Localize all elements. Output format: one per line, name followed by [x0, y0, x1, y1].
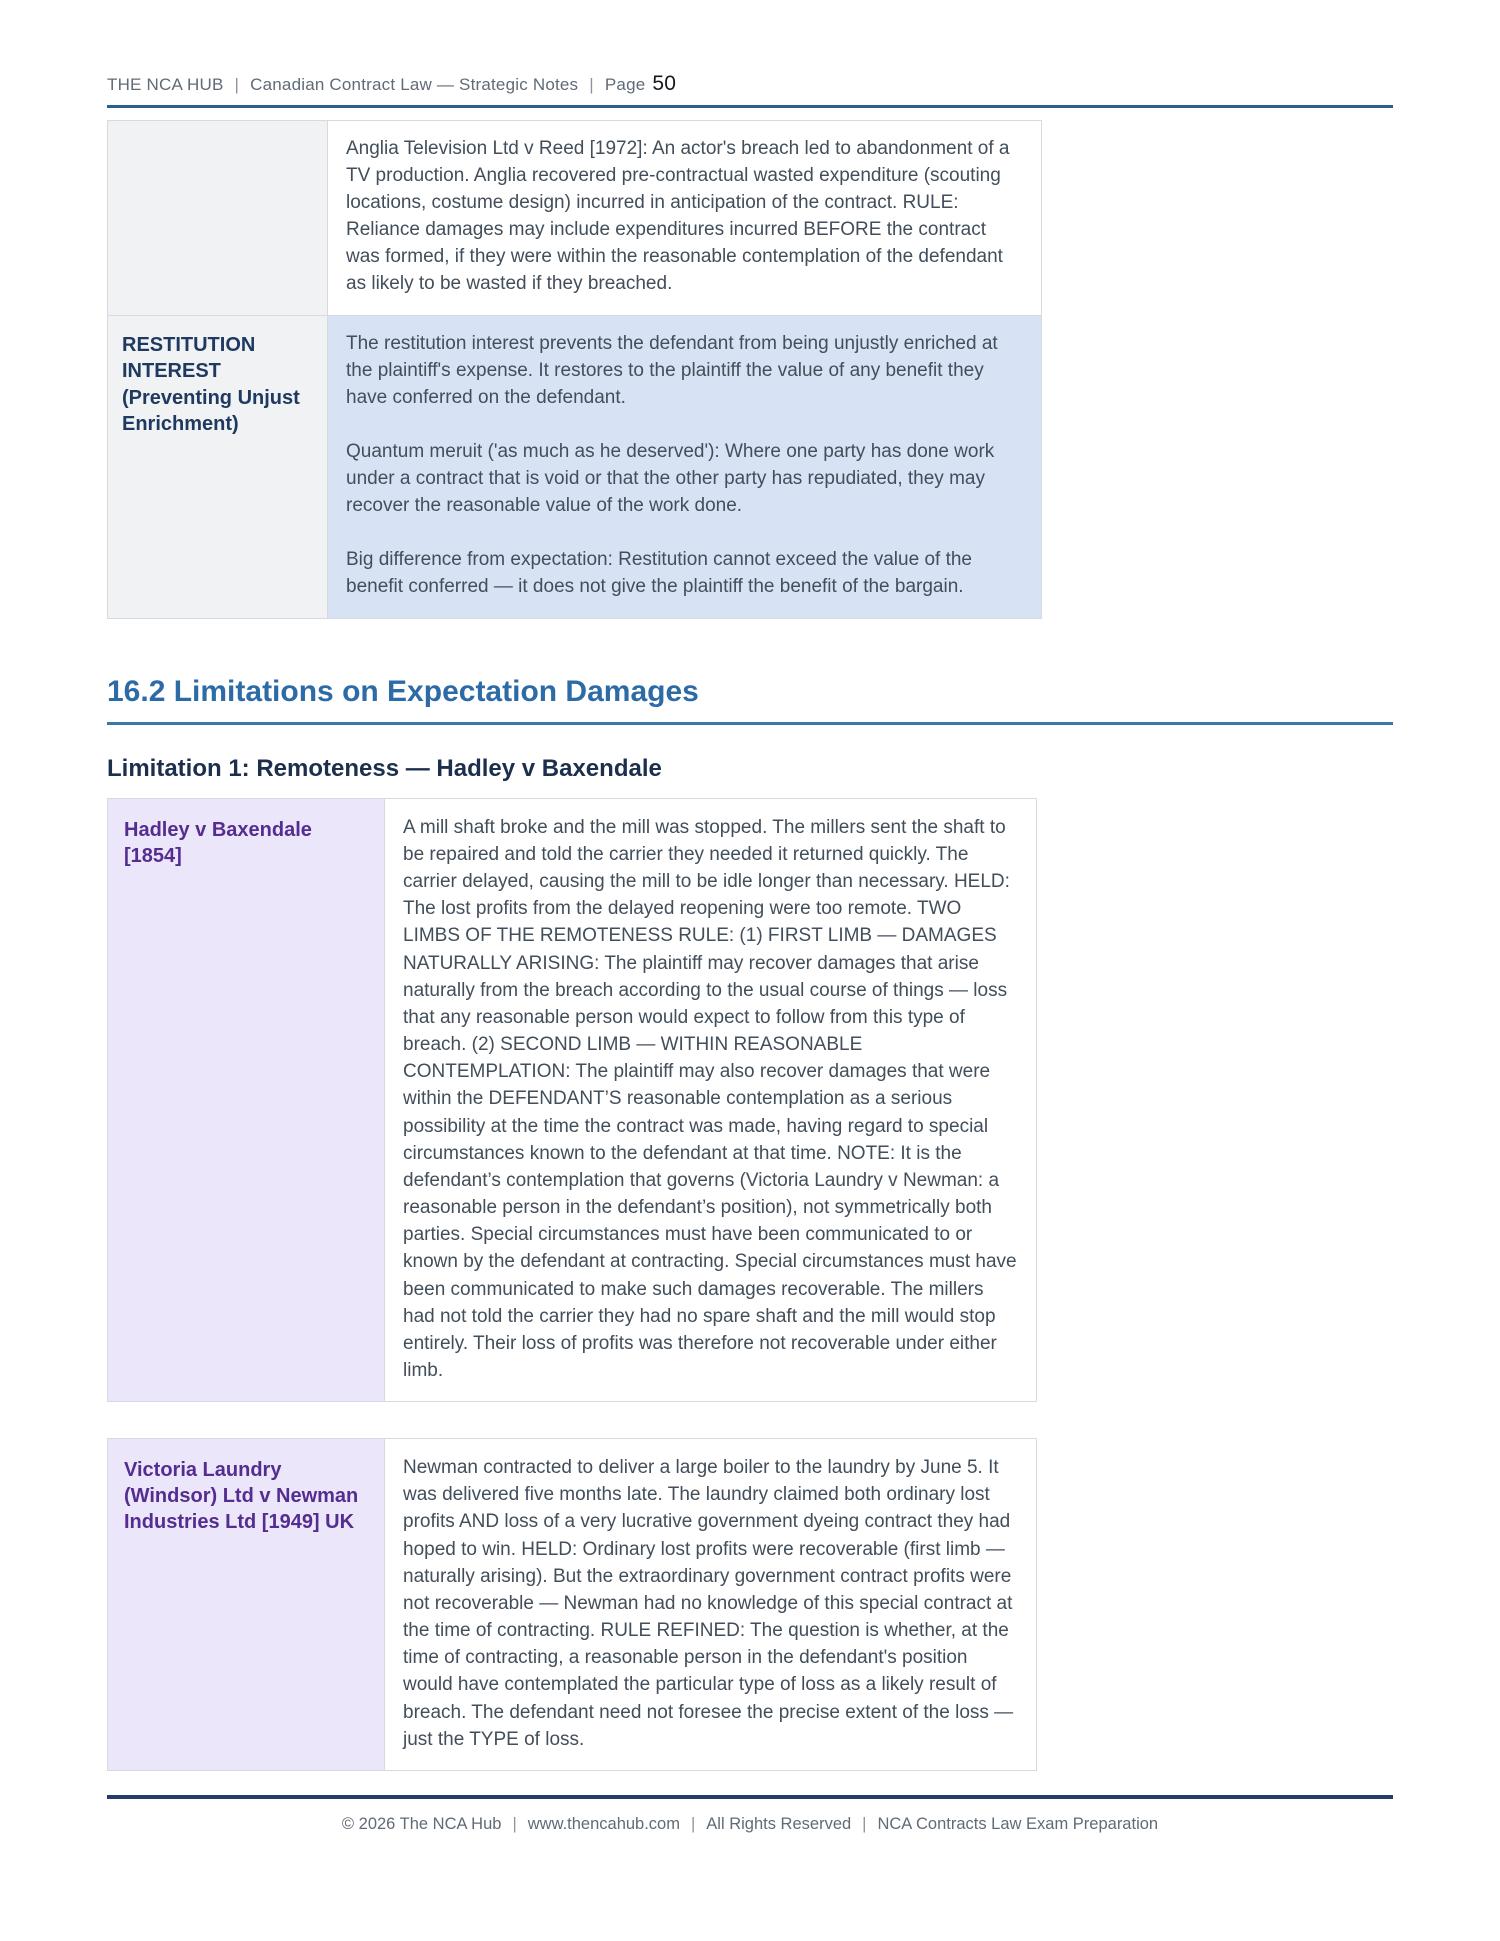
- case-body-cell: [385, 1439, 1037, 1771]
- paragraph-restitution-difference: Big difference from expectation: Restitution cannot exceed the value of the benefit conferred — it does not give the plaintiff the benefit of the bargain.: [346, 548, 972, 597]
- section-heading: 16.2 Limitations on Expectation Damages: [107, 674, 699, 708]
- table-row-victoria: [108, 1439, 1037, 1771]
- footer-course-name: NCA Contracts Law Exam Preparation: [877, 1814, 1159, 1833]
- paragraph-quantum-meruit: Quantum meruit ('as much as he deserved'): Where one party has done work under a contract that is void or that the other party has repudiated, they may recover the reasonable value of the work done.: [346, 440, 995, 516]
- case-name-hadley: Hadley v Baxendale [1854]: [124, 818, 312, 867]
- footer-rule: [107, 1795, 1393, 1799]
- section-heading-rule: [107, 722, 1393, 725]
- case-name-victoria: Victoria Laundry (Windsor) Ltd v Newman Industries Ltd [1949] UK: [124, 1459, 359, 1534]
- case-name-cell: [108, 1439, 385, 1771]
- header-page-label: Page: [604, 75, 646, 94]
- header-course-title: Canadian Contract Law — Strategic Notes: [250, 75, 579, 94]
- header-page-number: 50: [652, 72, 677, 95]
- case-summary-victoria: Newman contracted to deliver a large boiler to the laundry by June 5. It was delivered five months late. The laundry claimed both ordinary lost profits AND loss of a very lucrative government dyeing contract they had hoped to win. HELD: Ordinary lost profits were recoverable (first limb — naturally arising). But the extraordinary government contract profits were not recoverable — Newman had no knowledge of this special contract at the time of contracting. RULE REFINED: The question is whether, at the time of contracting, a reasonable person in the defendant's position would have contemplated the particular type of loss as a likely result of breach. The defendant need not foresee the precise extent of the loss — just the TYPE of loss.: [403, 1457, 1014, 1750]
- table-row-restitution-interest: [108, 315, 1042, 618]
- row-body-cell: [328, 121, 1042, 316]
- limitation-subheading: Limitation 1: Remoteness — Hadley v Baxendale: [107, 755, 662, 783]
- header-rule: [107, 105, 1393, 108]
- paragraph-anglia-case: Anglia Television Ltd v Reed [1972]: An actor's breach led to abandonment of a TV production. Anglia recovered pre-contractual wasted expenditure (scouting locations, costume design) incurred in anticipation of the contract. RULE: Reliance damages may include expenditures incurred BEFORE the contract was formed, if they were within the reasonable contemplation of the defendant as likely to be wasted if they breached.: [346, 138, 1010, 294]
- footer-rights: All Rights Reserved: [706, 1814, 852, 1833]
- footer-separator: |: [862, 1814, 867, 1833]
- case-name-cell: [108, 798, 385, 1401]
- footer-copyright: © 2026 The NCA Hub: [341, 1814, 502, 1833]
- header-brand: THE NCA HUB: [107, 75, 224, 94]
- row-label-cell: [108, 315, 328, 618]
- footer-separator: |: [690, 1814, 696, 1833]
- header-line: [107, 72, 1393, 96]
- paragraph-restitution-definition: The restitution interest prevents the defendant from being unjustly enriched at the plaintiff's expense. It restores to the plaintiff the value of any benefit they have conferred on the defendant.: [346, 332, 998, 408]
- case-body-cell: [385, 798, 1037, 1401]
- table-row-reliance-continued: [108, 121, 1042, 316]
- table-row-hadley: [108, 798, 1037, 1401]
- header-separator: |: [589, 75, 594, 94]
- case-summary-hadley: A mill shaft broke and the mill was stopped. The millers sent the shaft to be repaired and told the carrier they needed it returned quickly. The carrier delayed, causing the mill to be idle longer than necessary. HELD: The lost profits from the delayed reopening were too remote. TWO LIMBS OF THE REMOTENESS RULE: (1) FIRST LIMB — DAMAGES NATURALLY ARISING: The plaintiff may recover damages that arise naturally from the breach according to the usual course of things — loss that any reasonable person would expect to follow from this type of breach. (2) SECOND LIMB — WITHIN REASONABLE CONTEMPLATION: The plaintiff may also recover damages that were within the DEFENDANT’S reasonable contemplation as a serious possibility at the time the contract was made, having regard to special circumstances known to the defendant at that time. NOTE: It is the defendant’s contemplation that governs (Victoria Laundry v Newman: a reasonable person in the defendant’s position), not symmetrically both parties. Special circumstances must have been communicated to or known by the defendant at contracting. Special circumstances must have been communicated to make such damages recoverable. The millers had not told the carrier they had no spare shaft and the mill would stop entirely. Their loss of profits was therefore not recoverable under either limb.: [403, 816, 1017, 1381]
- header-separator: |: [234, 75, 240, 94]
- row-body-cell-highlighted: [328, 315, 1042, 618]
- page-header: [107, 72, 1393, 108]
- damages-interests-table: [107, 120, 1042, 619]
- row-label-cell-empty: [108, 121, 328, 316]
- page-footer: [107, 1795, 1393, 1834]
- hadley-case-table: [107, 798, 1037, 1402]
- footer-separator: |: [512, 1814, 517, 1833]
- footer-text: [107, 1815, 1393, 1834]
- footer-website: www.thencahub.com: [527, 1814, 680, 1833]
- restitution-interest-label: RESTITUTION INTEREST (Preventing Unjust Enrichment): [122, 333, 300, 435]
- victoria-case-table: [107, 1438, 1037, 1771]
